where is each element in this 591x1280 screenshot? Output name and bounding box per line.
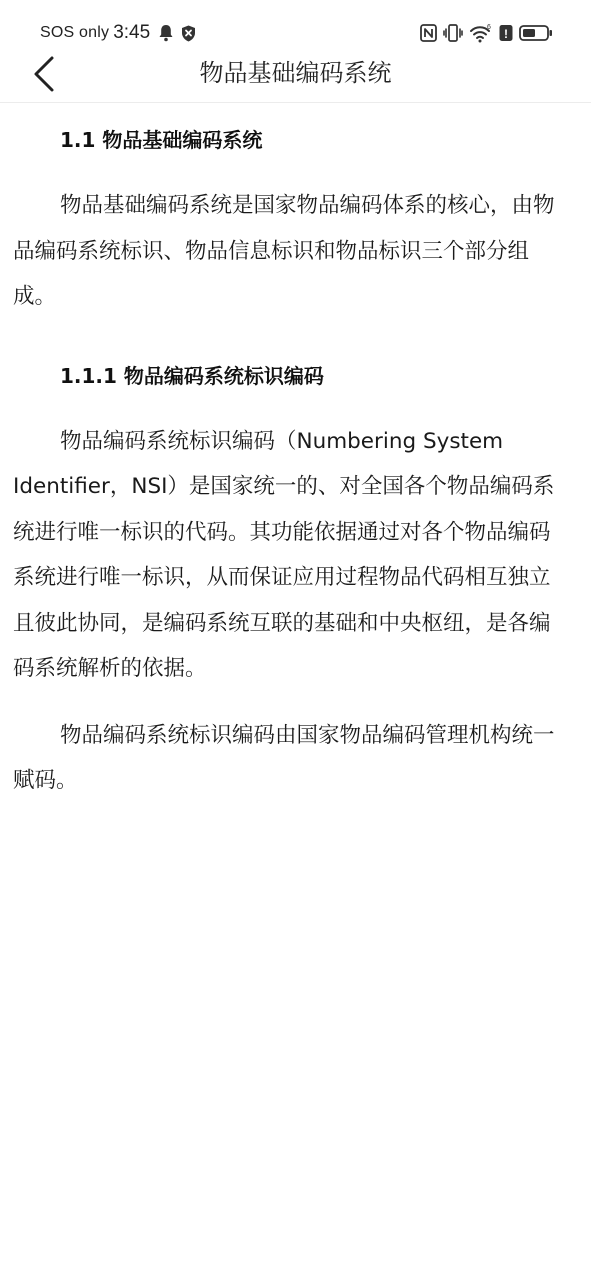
paragraph-nsi-definition: 物品编码系统标识编码（Numbering System Identifier，NSI）是国家统一的、对全国各个物品编码系统进行唯一标识的代码。其功能依据通过对各个物品编码系统进行唯一标识，从而保证应用过程物品代码相互独立且彼此协同，是编码系统互联的基础和中央枢纽，是各编码系统解析的依据。 xyxy=(13,428,555,681)
wifi-badge: 6 xyxy=(487,24,491,31)
article-content xyxy=(13,112,569,804)
paragraph-intro: 物品基础编码系统是国家物品编码体系的核心，由物品编码系统标识、物品信息标识和物品标识三个部分组成。 xyxy=(13,193,555,309)
carrier-text: SOS only xyxy=(40,24,110,41)
wifi-6-icon xyxy=(469,23,493,43)
paragraph-nsi-assignment: 物品编码系统标识编码由国家物品编码管理机构统一赋码。 xyxy=(13,722,555,793)
page-title: 物品基础编码系统 xyxy=(199,59,392,87)
section-heading-1-1-1: 1.1.1 物品编码系统标识编码 xyxy=(60,363,324,388)
status-left xyxy=(40,20,203,46)
status-right xyxy=(414,20,553,46)
battery-icon xyxy=(519,24,553,42)
alert-glyph: ! xyxy=(504,27,508,41)
shield-x-icon xyxy=(181,25,196,42)
alert-icon xyxy=(499,24,513,42)
bell-icon xyxy=(158,24,174,42)
nfc-icon xyxy=(420,24,437,42)
vibrate-icon xyxy=(443,24,463,42)
section-heading-1-1: 1.1 物品基础编码系统 xyxy=(60,128,263,152)
clock-time: 3:45 xyxy=(113,22,151,43)
app-bar xyxy=(0,48,591,103)
